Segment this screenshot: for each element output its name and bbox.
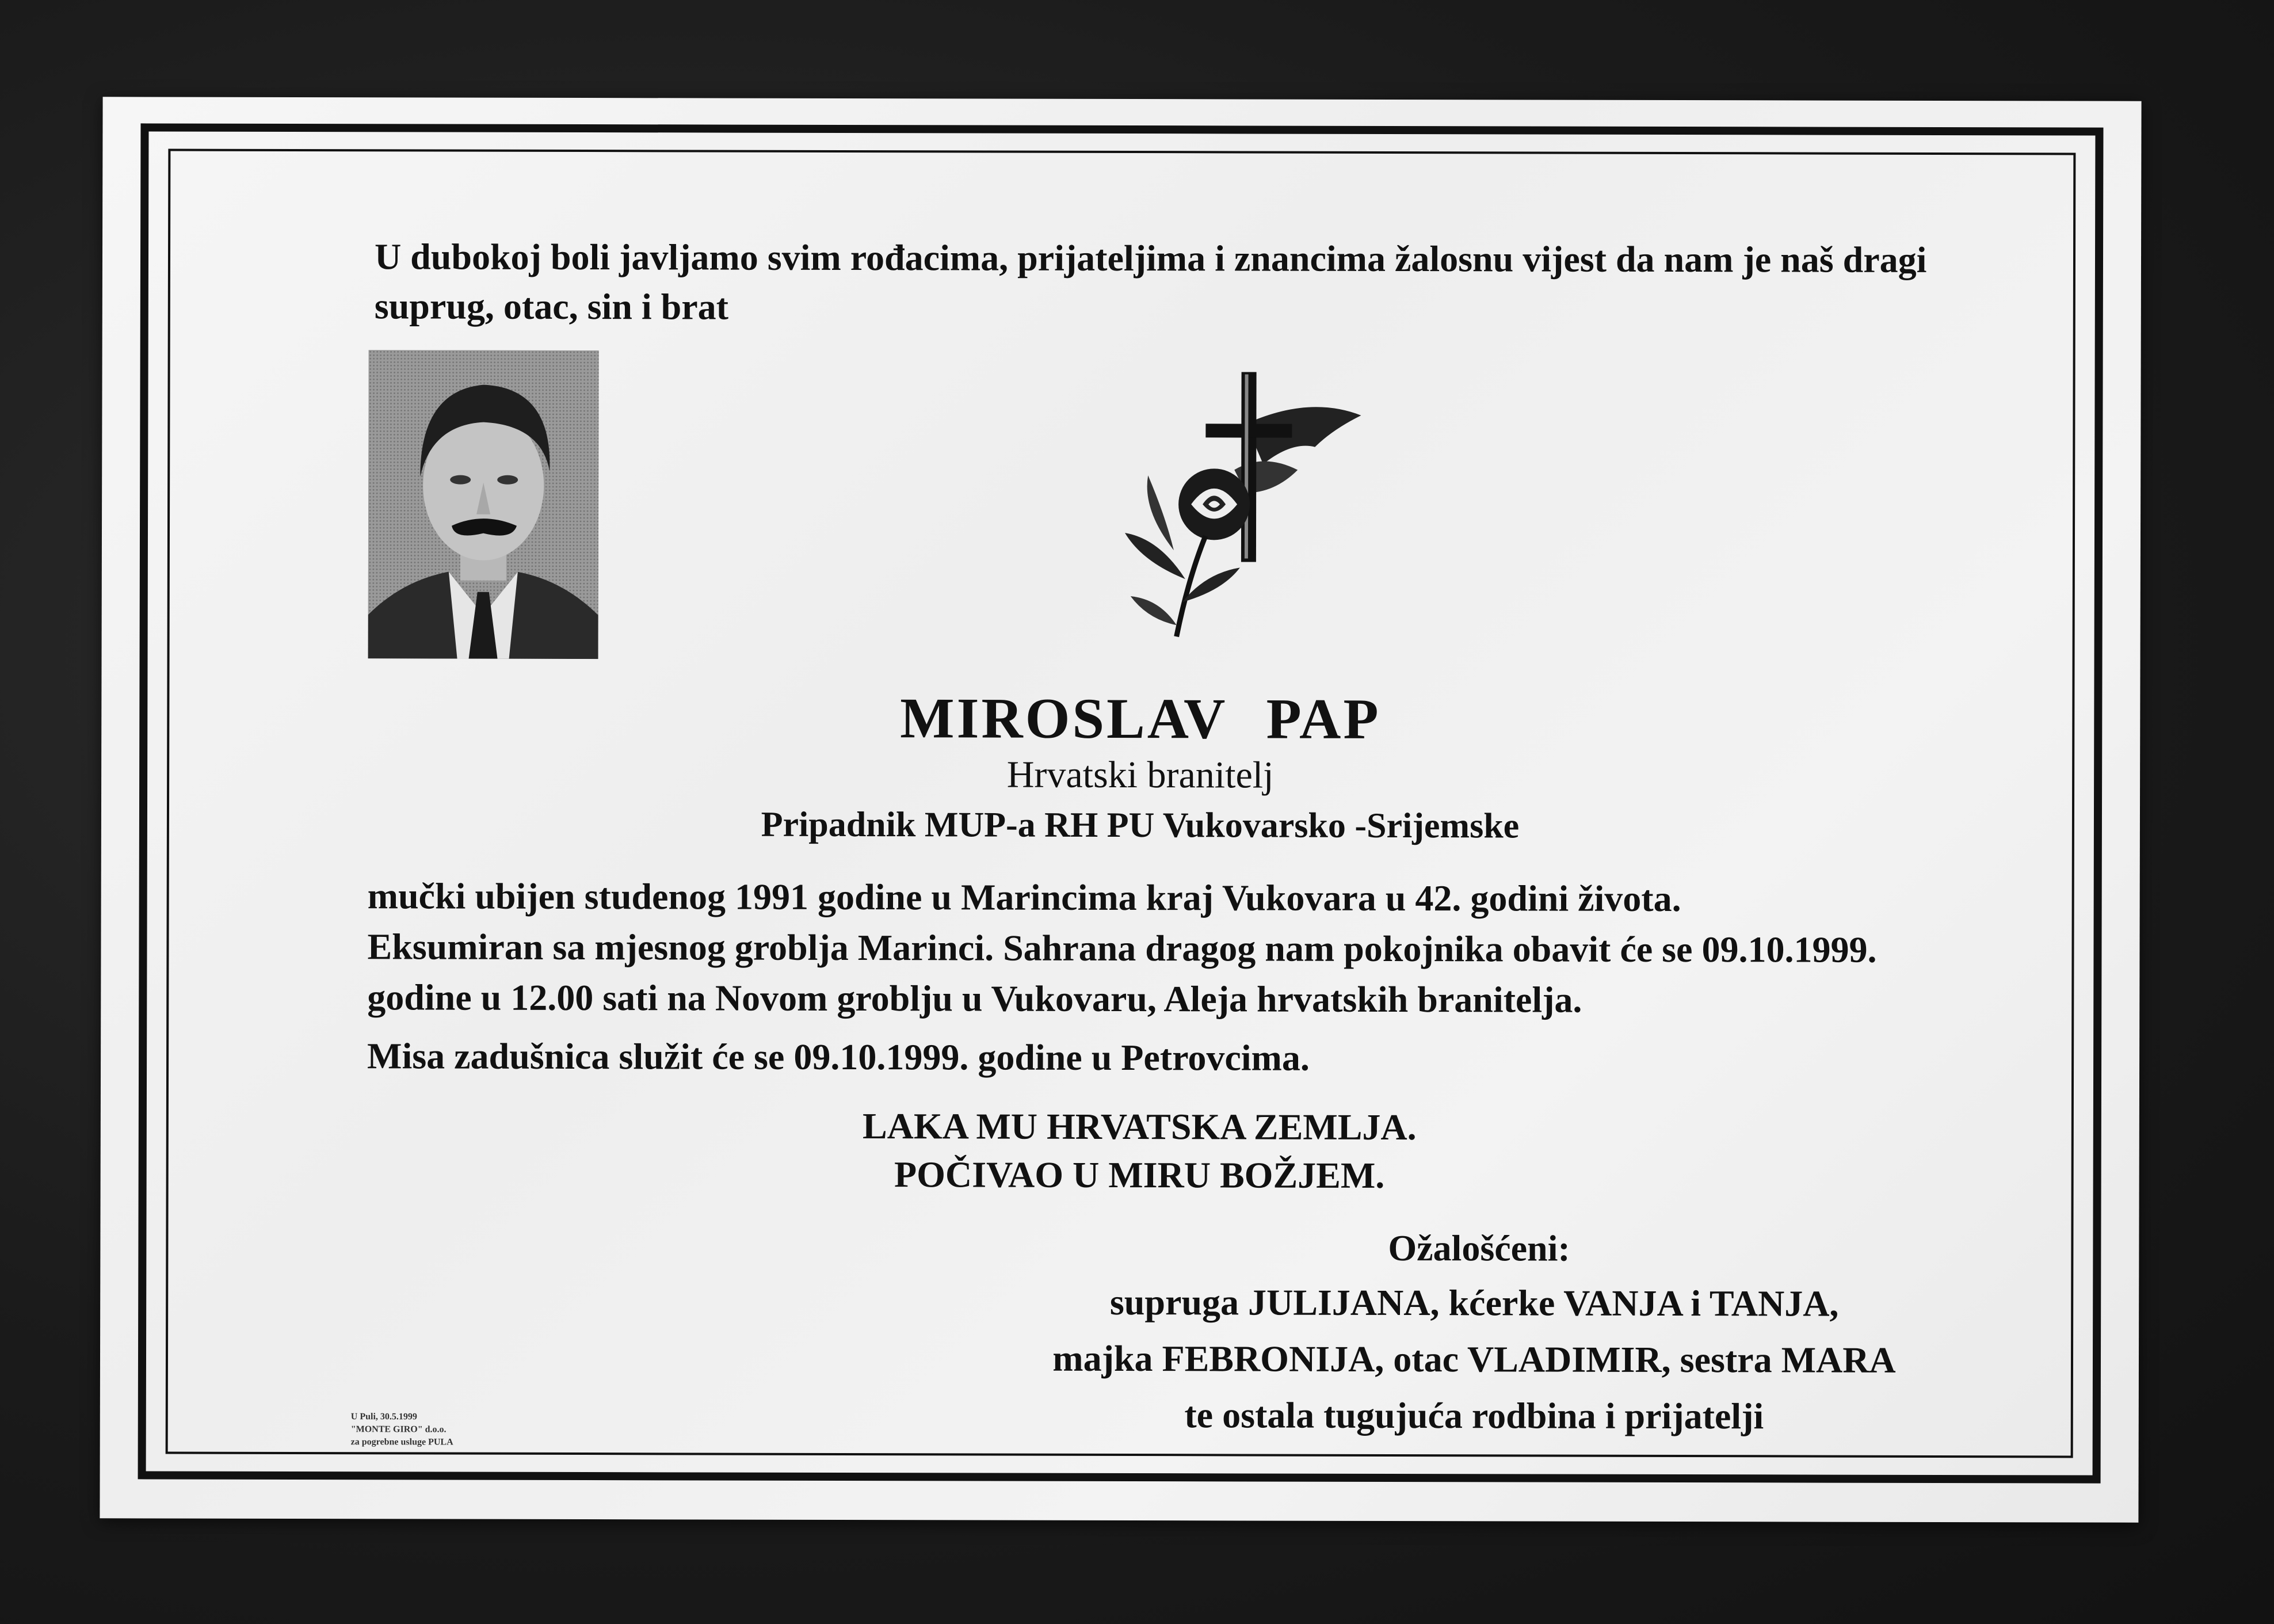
- mass-text: Misa zadušnica služit će se 09.10.1999. godine u Petrovcima.: [367, 1035, 1310, 1078]
- intro-line-1: U dubokoj boli javljamo svim rođacima, prijateljima i znancima žalosnu vijest da nam je naš dragi: [374, 236, 1927, 280]
- mourners-line-2: majka FEBRONIJA, otac VLADIMIR, sestra MARA: [1052, 1337, 1896, 1381]
- body-text: [367, 871, 1877, 1026]
- mourners-list: [985, 1274, 1964, 1446]
- printer-info: [351, 1410, 453, 1448]
- deceased-role: Hrvatski branitelj: [1006, 753, 1274, 796]
- cross-with-rose-icon: [1090, 360, 1379, 649]
- mourners-line-1: supruga JULIJANA, kćerke VANJA i TANJA,: [1109, 1281, 1839, 1324]
- inner-border-frame: [166, 149, 2076, 1458]
- motto: [169, 1101, 2111, 1202]
- intro-line-2: suprug, otac, sin i brat: [374, 285, 729, 327]
- motto-line-2: POČIVAO U MIRU BOŽJEM.: [894, 1154, 1385, 1196]
- body-line-2: Eksumiran sa mjesnog groblja Marinci. Sahrana dragog nam pokojnika obavit će se 09.10.1999.: [367, 926, 1877, 970]
- body-line-1: mučki ubijen studenog 1991 godine u Marincima kraj Vukovara u 42. godini života.: [367, 875, 1681, 920]
- black-border-frame: [138, 123, 2104, 1483]
- deceased-unit: Pripadnik MUP-a RH PU Vukovarsko -Srijemske: [761, 805, 1520, 846]
- body-line-3: godine u 12.00 sati na Novom groblju u Vukovaru, Aleja hrvatskih branitelja.: [367, 977, 1582, 1020]
- printer-info-line-3: za pogrebne usluge PULA: [350, 1437, 453, 1447]
- intro-text: [375, 232, 1927, 334]
- deceased-name: MIROSLAV PAP: [900, 686, 1381, 751]
- printer-info-line-2: "MONTE GIRO" d.o.o.: [350, 1424, 447, 1435]
- motto-line-1: LAKA MU HRVATSKA ZEMLJA.: [862, 1105, 1417, 1148]
- mourners-heading: Ožalošćeni:: [1388, 1227, 1570, 1269]
- printer-info-line-1: U Puli, 30.5.1999: [350, 1412, 417, 1422]
- mourners-line-3: te ostala tugujuća rodbina i prijatelji: [1184, 1394, 1764, 1437]
- obituary-notice: [100, 97, 2141, 1522]
- portrait-image: [368, 350, 599, 659]
- portrait-photo: [368, 350, 599, 659]
